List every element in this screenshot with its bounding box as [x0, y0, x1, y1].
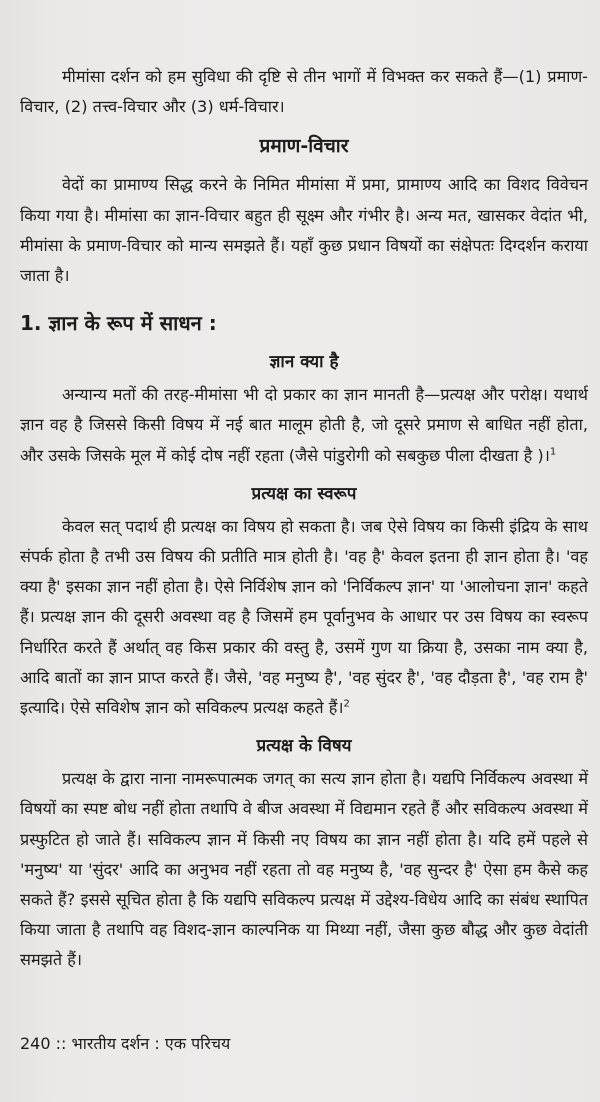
- footnote-marker-2: 2: [343, 698, 350, 710]
- subsection-paragraph-2: [20, 512, 588, 723]
- section-heading: प्रमाण-विचार: [259, 135, 349, 158]
- page-footer: 240 :: भारतीय दर्शन : एक परिचय: [20, 1034, 231, 1053]
- subsection-heading-2: प्रत्यक्ष का स्वरूप: [251, 483, 357, 504]
- footnote-marker-1: 1: [549, 446, 557, 458]
- subsection-heading-3: प्रत्यक्ष के विषय: [256, 736, 352, 757]
- topic-heading: 1. ज्ञान के रूप में साधन :: [20, 311, 217, 336]
- section-paragraph: वेदों का प्रामाण्य सिद्ध करने के निमित मीमांसा में प्रमा, प्रामाण्य आदि का विशद विवेचन किया गया है। मीमांसा का ज्ञान-विचार बहुत ही सूक्ष्म और गंभीर है। अन्य मत, खासकर वेदांत भी, मीमांसा के प्रमाण-विचार को मान्य समझते हैं। यहाँ कुछ प्रधान विषयों का संक्षेपतः दिग्दर्शन कराया जाता है।: [20, 175, 588, 286]
- paragraph-text: केवल सत् पदार्थ ही प्रत्यक्ष का विषय हो सकता है। जब ऐसे विषय का किसी इंद्रिय के साथ संपर्क होता है तभी उस विषय की प्रतीति मात्र होती है। 'वह है' केवल इतना ही ज्ञान होता है। 'वह क्या है' इसका ज्ञान नहीं होता है। ऐसे निर्विशेष ज्ञान को 'निर्विकल्प ज्ञान' या 'आलोचना ज्ञान' कहते हैं। प्रत्यक्ष ज्ञान की दूसरी अवस्था वह है जिसमें हम पूर्वानुभव के आधार पर उस विषय का स्वरूप निर्धारित करते हैं अर्थात् वह किस प्रकार की वस्तु है, उसमें गुण या क्रिया है, उसका नाम क्या है, आदि बातों का ज्ञान प्राप्त करते हैं। जैसे, 'वह मनुष्य है', 'वह सुंदर है', 'वह दौड़ता है', 'वह राम है' इत्यादि। ऐसे सविशेष ज्ञान को सविकल्प प्रत्यक्ष कहते हैं।: [20, 516, 588, 718]
- page-body: [20, 62, 588, 976]
- subsection-paragraph-3: प्रत्यक्ष के द्वारा नाना नामरूपात्मक जगत् का सत्य ज्ञान होता है। यद्यपि निर्विकल्प अवस्था में विषयों का स्पष्ट बोध नहीं होता तथापि वे बीज अवस्था में विद्यमान रहते हैं और सविकल्प अवस्था में प्रस्फुटित हो जाते हैं। सविकल्प ज्ञान में किसी नए विषय का ज्ञान नहीं होता है। यदि हमें पहले से 'मनुष्य' या 'सुंदर' आदि का अनुभव नहीं रहता तो वह मनुष्य है, 'वह सुन्दर है' ऐसा हम कैसे कह सकते हैं? इससे सूचित होता है कि यद्यपि सविकल्प प्रत्यक्ष में उद्देश्य-विधेय आदि का संबंध स्थापित किया जाता है तथापि वह विशद-ज्ञान काल्पनिक या मिथ्या नहीं, जैसा कुछ बौद्ध और कुछ वेदांती समझते हैं।: [20, 769, 588, 970]
- subsection-paragraph-1: [20, 380, 588, 471]
- subsection-heading-1: ज्ञान क्या है: [269, 352, 339, 373]
- paragraph-text: अन्यान्य मतों की तरह-मीमांसा भी दो प्रकार का ज्ञान मानती है—प्रत्यक्ष और परोक्ष। यथार्थ ज्ञान वह है जिससे किसी विषय में नई बात मालूम होती है, जो दूसरे प्रमाण से बाधित नहीं होता, और उसके जिसके मूल में कोई दोष नहीं रहता (जैसे पांडुरोगी को सबकुछ पीला दीखता है )।: [20, 385, 588, 465]
- intro-paragraph: मीमांसा दर्शन को हम सुविधा की दृष्टि से तीन भागों में विभक्त कर सकते हैं—(1) प्रमाण-विचार, (2) तत्त्व-विचार और (3) धर्म-विचार।: [20, 67, 588, 117]
